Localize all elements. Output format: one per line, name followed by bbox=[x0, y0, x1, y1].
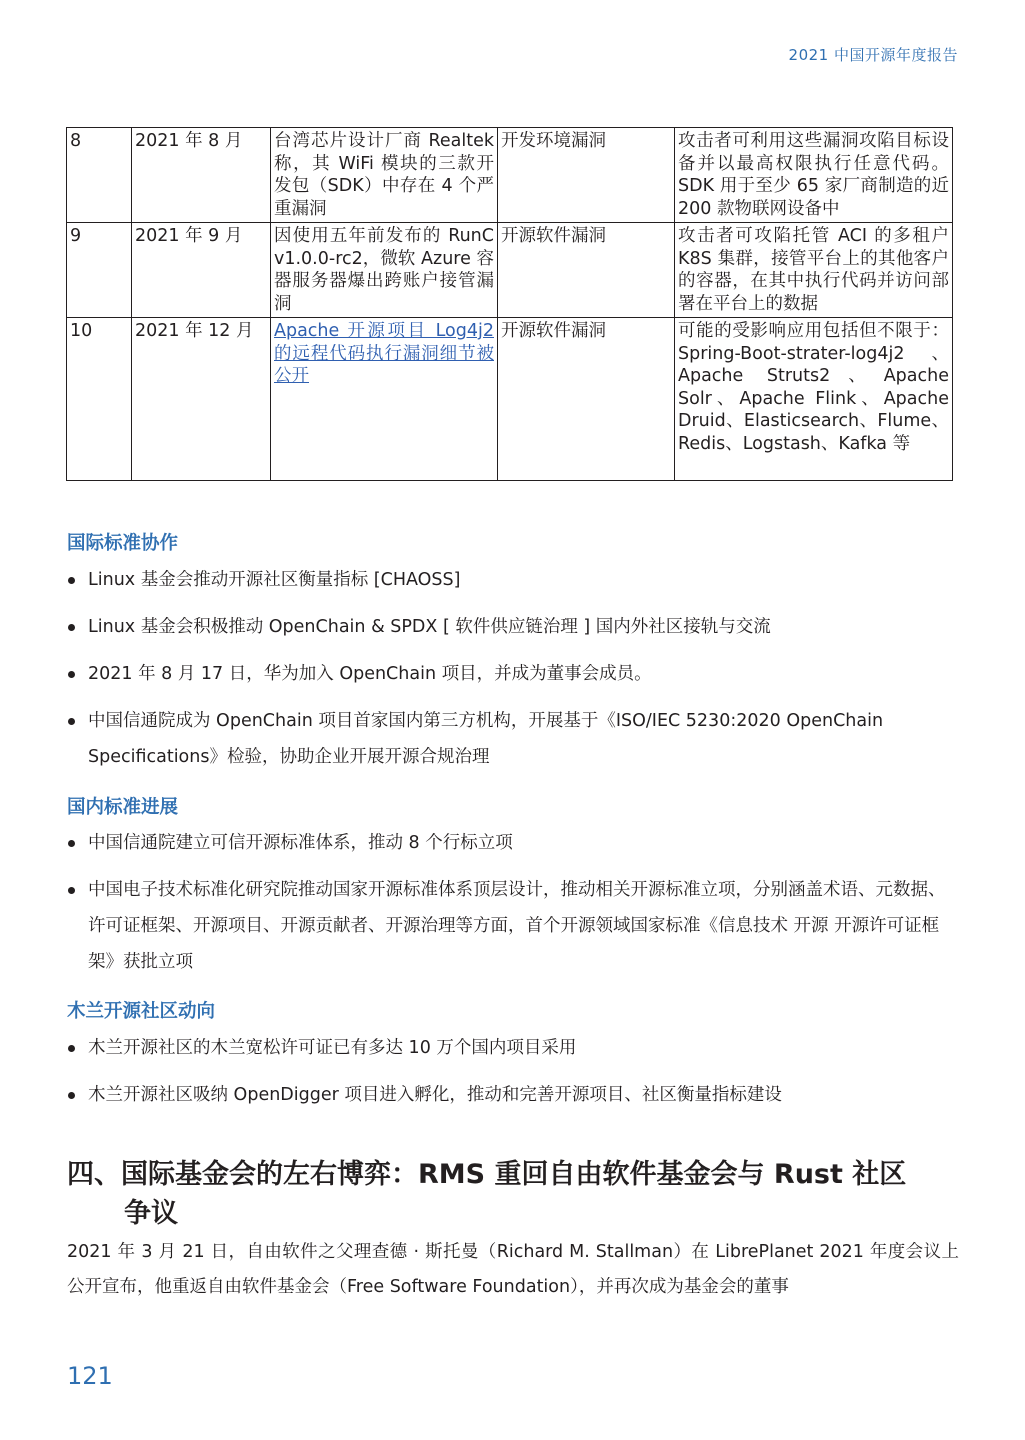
chapter-heading-line2: 争议 bbox=[124, 1198, 178, 1229]
domestic-list bbox=[67, 825, 959, 991]
bullet-icon bbox=[68, 1045, 75, 1052]
row-event: 因使用五年前发布的 RunC v1.0.0-rc2，微软 Azure 容器服务器爆出跨账户接管漏洞 bbox=[271, 223, 498, 318]
list-item: 中国信通院成为 OpenChain 项目首家国内第三方机构，开展基于《ISO/IEC 5230:2020 OpenChain Specifications》检验，协助企业开展开源合规治理 bbox=[67, 703, 959, 775]
list-item: 中国电子技术标准化研究院推动国家开源标准体系顶层设计，推动相关开源标准立项，分别涵盖术语、元数据、许可证框架、开源项目、开源贡献者、开源治理等方面，首个开源领域国家标准《信息技术 开源 开源许可证框架》获批立项 bbox=[67, 872, 959, 980]
table-row bbox=[67, 128, 953, 223]
chapter-heading-line1: 四、国际基金会的左右博弈：RMS 重回自由软件基金会与 Rust 社区 bbox=[67, 1159, 907, 1190]
body-paragraph: 2021 年 3 月 21 日，自由软件之父理查德 · 斯托曼（Richard M. Stallman）在 LibrePlanet 2021 年度会议上公开宣布，他重返自由软件基金会（Free Software Foundation），并再次成为基金会的董事 bbox=[67, 1242, 959, 1297]
mulan-list bbox=[67, 1030, 959, 1124]
row-date: 2021 年 8 月 bbox=[132, 128, 271, 223]
page-number: 121 bbox=[67, 1362, 113, 1390]
section-title-international: 国际标准协作 bbox=[67, 533, 179, 554]
table-row bbox=[67, 318, 953, 481]
table-row bbox=[67, 223, 953, 318]
row-event-link-cell bbox=[271, 318, 498, 481]
list-item: 中国信通院建立可信开源标准体系，推动 8 个行标立项 bbox=[67, 825, 959, 861]
row-number: 8 bbox=[67, 128, 132, 223]
list-item: 2021 年 8 月 17 日，华为加入 OpenChain 项目，并成为董事会成员。 bbox=[67, 656, 959, 692]
row-impact: 攻击者可攻陷托管 ACI 的多租户 K8S 集群，接管平台上的其他客户的容器，在其中执行代码并访问部署在平台上的数据 bbox=[675, 223, 953, 318]
row-number: 9 bbox=[67, 223, 132, 318]
row-impact: 可能的受影响应用包括但不限于：Spring-Boot-strater-log4j2、Apache Struts2、Apache Solr、Apache Flink、Apache Druid、Elasticsearch、Flume、Redis、Logstash、Kafka 等 bbox=[675, 318, 953, 481]
vulnerability-table bbox=[66, 127, 953, 481]
log4j2-link[interactable]: Apache 开源项目 Log4j2 的远程代码执行漏洞细节被公开 bbox=[274, 321, 494, 386]
row-number: 10 bbox=[67, 318, 132, 481]
bullet-icon bbox=[68, 1092, 75, 1099]
row-date: 2021 年 12 月 bbox=[132, 318, 271, 481]
bullet-icon bbox=[68, 577, 75, 584]
chapter-heading bbox=[67, 1155, 962, 1233]
row-type: 开源软件漏洞 bbox=[498, 223, 675, 318]
list-item: Linux 基金会积极推动 OpenChain & SPDX [ 软件供应链治理 ] 国内外社区接轨与交流 bbox=[67, 609, 959, 645]
section-title-domestic: 国内标准进展 bbox=[67, 797, 179, 818]
row-event: 台湾芯片设计厂商 Realtek 称，其 WiFi 模块的三款开发包（SDK）中存在 4 个严重漏洞 bbox=[271, 128, 498, 223]
bullet-icon bbox=[68, 718, 75, 725]
list-item: 木兰开源社区吸纳 OpenDigger 项目进入孵化，推动和完善开源项目、社区衡量指标建设 bbox=[67, 1077, 959, 1113]
section-title-mulan: 木兰开源社区动向 bbox=[67, 1001, 216, 1022]
bullet-icon bbox=[68, 624, 75, 631]
row-date: 2021 年 9 月 bbox=[132, 223, 271, 318]
international-list bbox=[67, 562, 959, 786]
list-item: 木兰开源社区的木兰宽松许可证已有多达 10 万个国内项目采用 bbox=[67, 1030, 959, 1066]
bullet-icon bbox=[68, 887, 75, 894]
row-impact: 攻击者可利用这些漏洞攻陷目标设备并以最高权限执行任意代码。SDK 用于至少 65 家厂商制造的近 200 款物联网设备中 bbox=[675, 128, 953, 223]
bullet-icon bbox=[68, 840, 75, 847]
running-header: 2021 中国开源年度报告 bbox=[788, 46, 958, 64]
row-type: 开发环境漏洞 bbox=[498, 128, 675, 223]
bullet-icon bbox=[68, 671, 75, 678]
list-item: Linux 基金会推动开源社区衡量指标 [CHAOSS] bbox=[67, 562, 959, 598]
row-type: 开源软件漏洞 bbox=[498, 318, 675, 481]
